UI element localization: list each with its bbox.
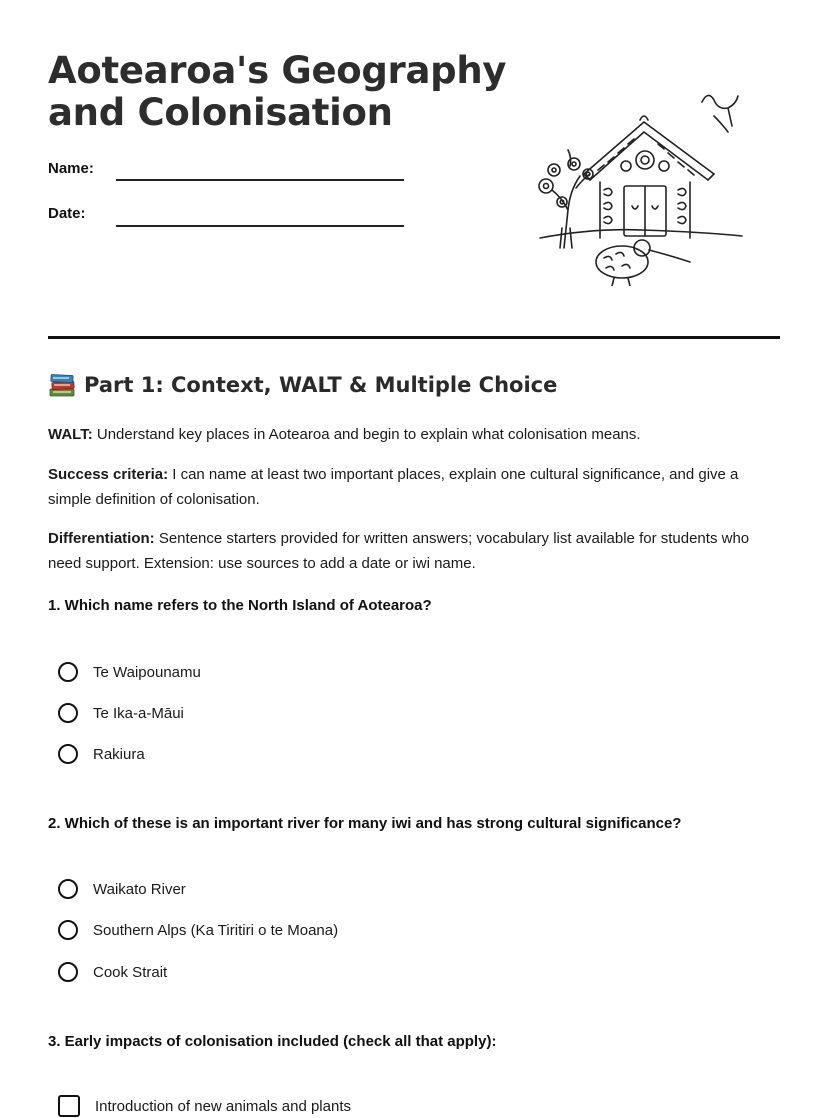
radio-button[interactable] (58, 962, 78, 982)
wharenui-kiwi-tree-illustration (532, 90, 758, 286)
name-field[interactable] (116, 179, 404, 181)
page-title (48, 50, 518, 134)
question-2: 2. Which of these is an important river for many iwi and has strong cultural significance? (48, 815, 682, 832)
radio-button[interactable] (58, 879, 78, 899)
question-3: 3. Early impacts of colonisation included (check all that apply): (48, 1033, 497, 1050)
option-label: Rakiura (93, 745, 145, 763)
radio-button[interactable] (58, 744, 78, 764)
section-divider (48, 336, 780, 339)
walt-text: Understand key places in Aotearoa and begin to explain what colonisation means. (92, 426, 641, 443)
q2-option-2[interactable] (58, 918, 338, 942)
walt-paragraph (48, 422, 780, 447)
question-1: 1. Which name refers to the North Island of Aotearoa? (48, 597, 432, 614)
name-label: Name: (48, 160, 94, 177)
part1-heading (48, 372, 557, 398)
title-line-1: Aotearoa's Geography (48, 49, 507, 92)
option-label: Waikato River (93, 880, 186, 898)
option-label: Te Ika-a-Māui (93, 704, 184, 722)
success-criteria-label: Success criteria: (48, 466, 169, 483)
differentiation-label: Differentiation: (48, 530, 155, 547)
part1-heading-text: Part 1: Context, WALT & Multiple Choice (84, 373, 558, 397)
checkbox[interactable] (58, 1095, 80, 1117)
differentiation-paragraph (48, 526, 780, 576)
books-icon (48, 372, 76, 398)
date-label: Date: (48, 205, 86, 222)
q3-option-1[interactable] (58, 1094, 351, 1118)
q2-option-3[interactable] (58, 960, 167, 984)
date-field[interactable] (116, 225, 404, 227)
title-line-2: and Colonisation (48, 91, 393, 134)
q1-option-2[interactable] (58, 701, 184, 725)
q2-option-1[interactable] (58, 877, 186, 901)
radio-button[interactable] (58, 920, 78, 940)
option-label: Introduction of new animals and plants (95, 1097, 351, 1115)
option-label: Cook Strait (93, 963, 168, 981)
option-label: Southern Alps (Ka Tiritiri o te Moana) (93, 921, 339, 939)
walt-label: WALT: (48, 426, 93, 443)
radio-button[interactable] (58, 662, 78, 682)
q1-option-3[interactable] (58, 742, 145, 766)
option-label: Te Waipounamu (93, 663, 201, 681)
success-criteria-text: I can name at least two important places, explain one cultural significance, and give a simple definition of colonisation. (48, 466, 739, 508)
q1-option-1[interactable] (58, 660, 201, 684)
success-criteria-paragraph (48, 462, 780, 512)
radio-button[interactable] (58, 703, 78, 723)
differentiation-text: Sentence starters provided for written answers; vocabulary list available for students who need support. Extension: use sources to add a date or iwi name. (48, 530, 750, 572)
